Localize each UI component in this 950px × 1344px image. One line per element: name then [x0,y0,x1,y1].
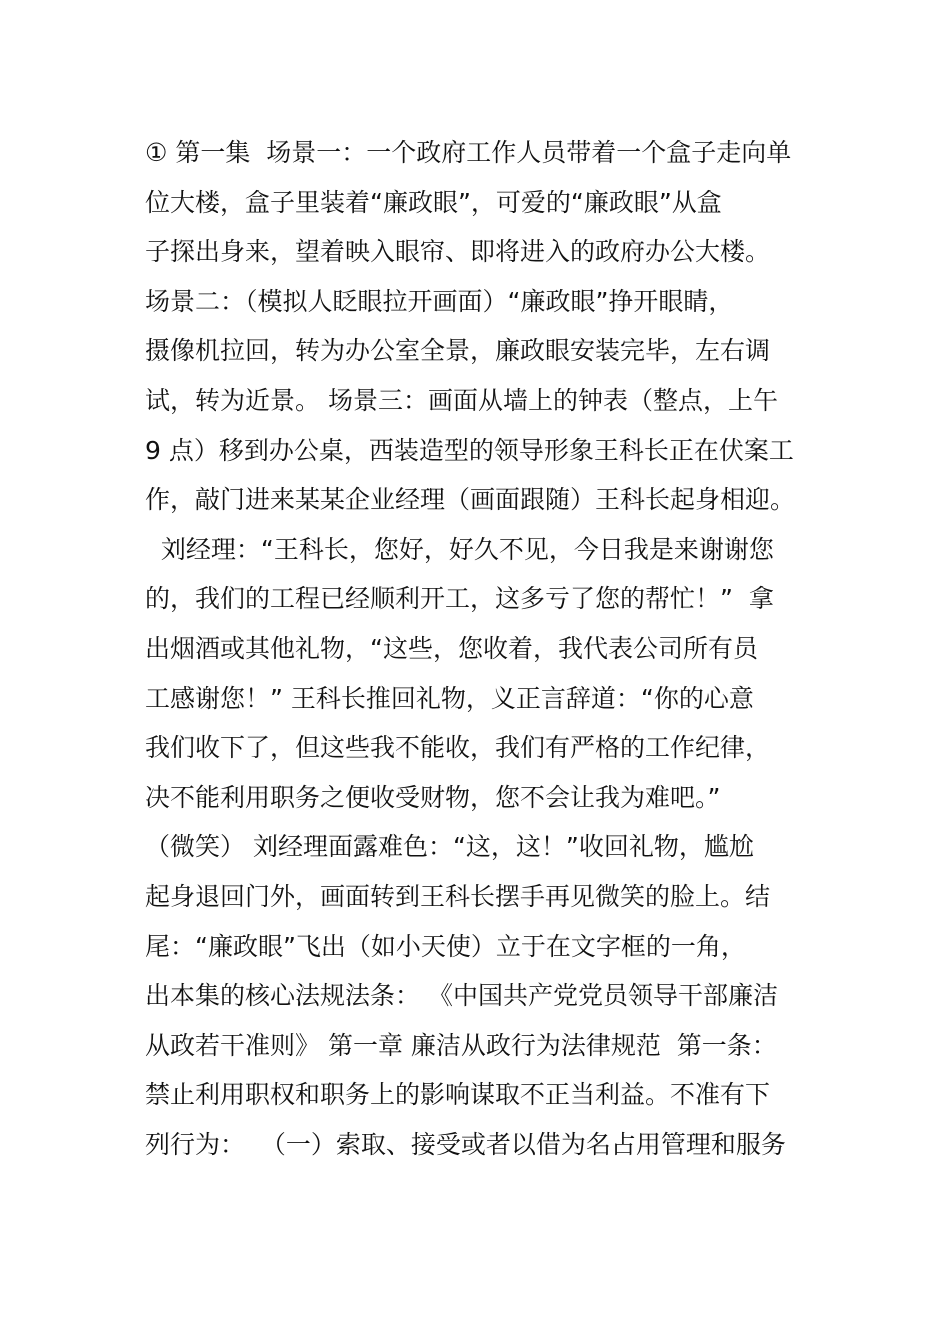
text-line: 尾：“廉政眼”飞出（如小天使）立于在文字框的一角， [145,931,746,961]
body-text [145,128,825,1169]
text-line: ① 第一集 场景一：一个政府工作人员带着一个盒子走向单 [145,138,792,167]
text-line: 试，转为近景。 场景三：画面从墙上的钟表（整点，上午 [145,385,778,415]
text-line: 作，敲门进来某某企业经理（画面跟随）王科长起身相迎。 [145,485,796,515]
text-line: 刘经理：“王科长，您好，好久不见，今日我是来谢谢您 [145,534,774,564]
text-line: 摄像机拉回，转为办公室全景，廉政眼安装完毕，左右调 [145,336,771,366]
text-line: 的，我们的工程已经顺利开工，这多亏了您的帮忙！” 拿 [145,584,774,614]
text-line: 决不能利用职务之便收受财物，您不会让我为难吧。” [145,782,721,812]
text-line: 子探出身来，望着映入眼帘、即将进入的政府办公大楼。 [145,237,771,267]
text-line: 禁止利用职权和职务上的影响谋取不正当利益。不准有下 [145,1080,771,1110]
text-line: 场景二：（模拟人眨眼拉开画面）“廉政眼”挣开眼睛， [145,286,734,316]
text-line: 起身退回门外，画面转到王科长摆手再见微笑的脸上。结 [145,881,771,911]
text-line: 9 点）移到办公桌，西装造型的领导形象王科长正在伏案工 [145,435,794,465]
text-line: 工感谢您！” 王科长推回礼物，义正言辞道：“你的心意 [145,683,754,713]
text-line: 列行为： （一）索取、接受或者以借为名占用管理和服务 [145,1129,786,1159]
text-line: （微笑） 刘经理面露难色：“这，这！”收回礼物，尴尬 [145,832,754,862]
text-line: 我们收下了，但这些我不能收，我们有严格的工作纪律， [145,733,771,763]
text-line: 位大楼，盒子里装着“廉政眼”，可爱的“廉政眼”从盒 [145,187,722,217]
text-line: 从政若干准则》 第一章 廉洁从政行为法律规范 第一条： [145,1030,777,1060]
text-line: 出本集的核心法规法条： 《中国共产党党员领导干部廉洁 [145,981,778,1011]
text-line: 出烟酒或其他礼物，“这些，您收着，我代表公司所有员 [145,633,758,663]
